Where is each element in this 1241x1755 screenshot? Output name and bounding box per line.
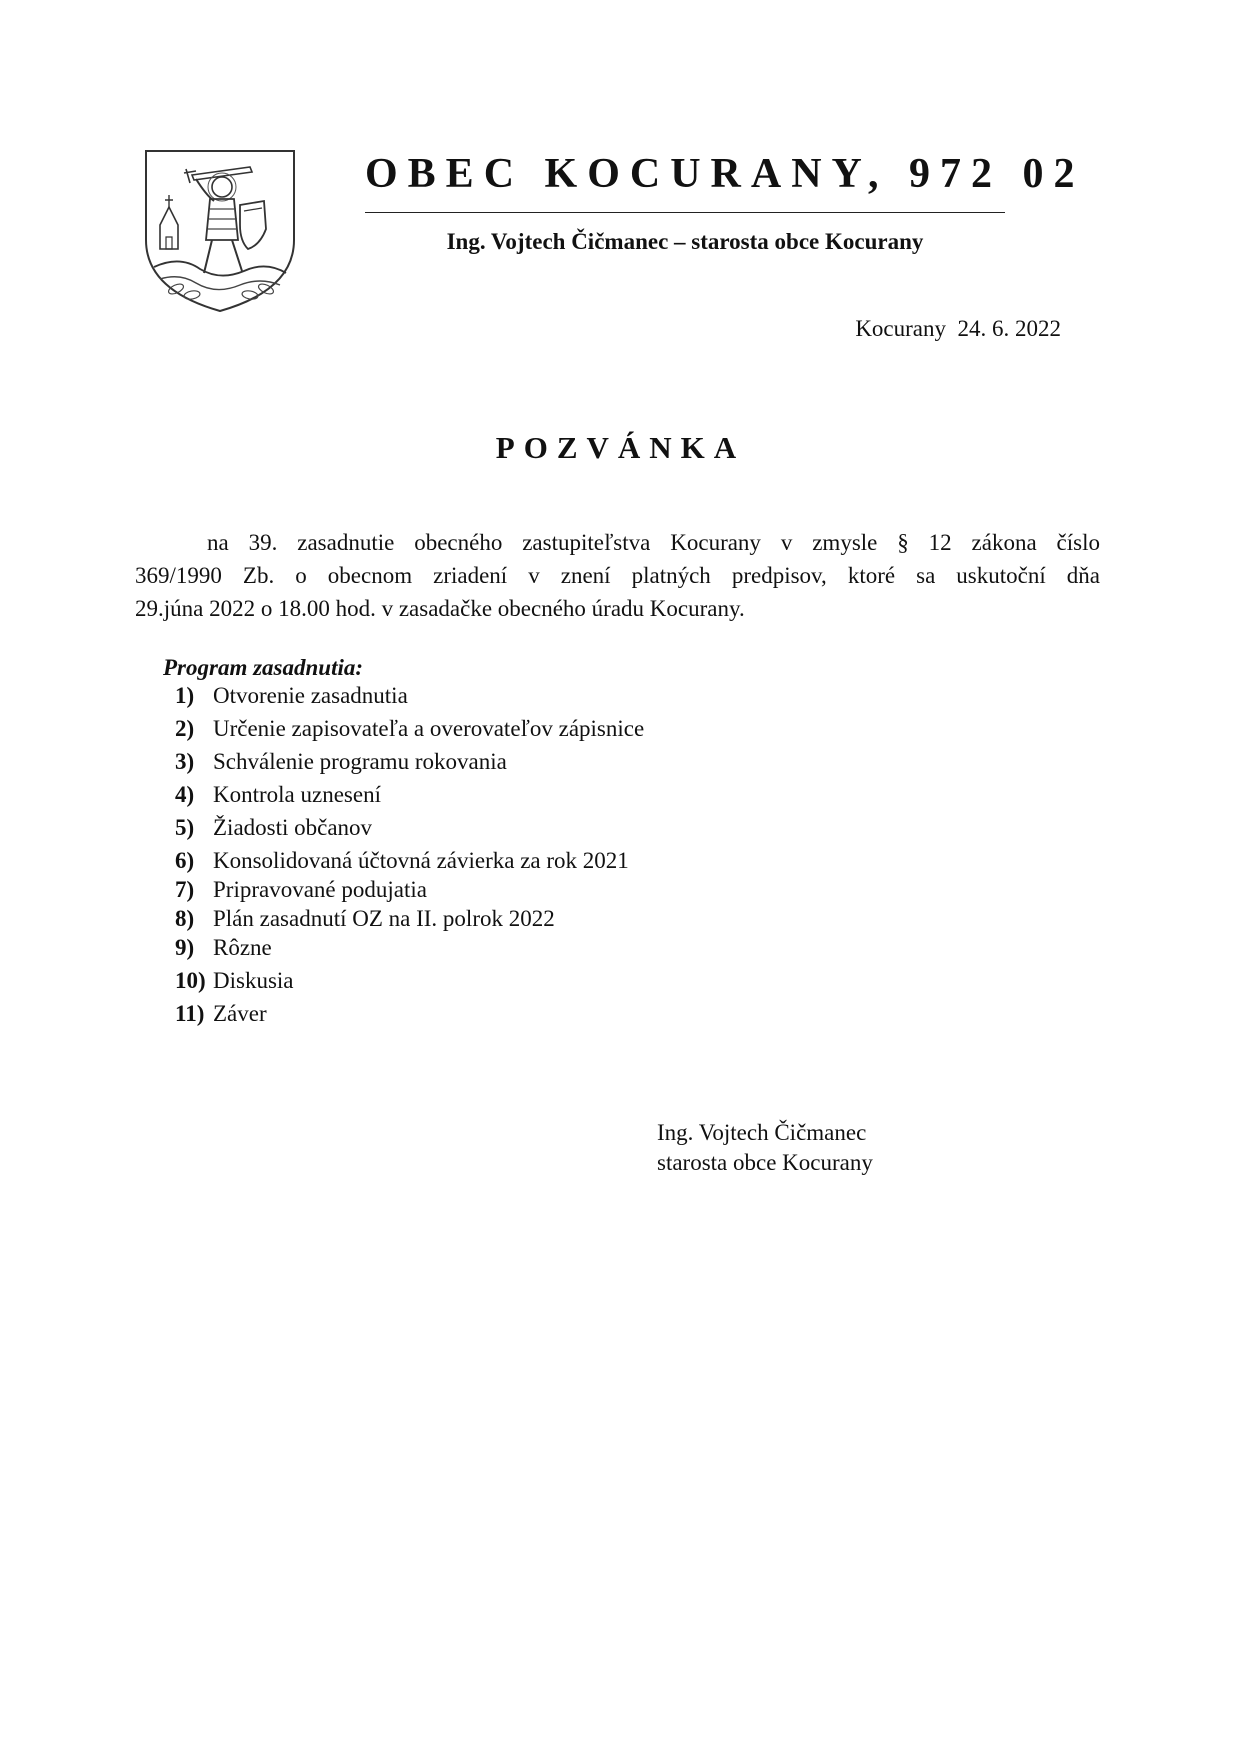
- item-number: 5): [175, 815, 195, 840]
- header-divider: [365, 212, 1005, 213]
- signature-name: Ing. Vojtech Čičmanec: [657, 1120, 867, 1145]
- intro-line: 29.júna 2022 o 18.00 hod. v zasadačke obecného úradu Kocurany.: [135, 596, 745, 621]
- item-number: 10): [175, 968, 206, 993]
- item-text: Záver: [213, 1001, 267, 1026]
- item-text: Plán zasadnutí OZ na II. polrok 2022: [213, 906, 555, 931]
- item-number: 9): [175, 935, 195, 960]
- item-text: Diskusia: [213, 968, 294, 993]
- item-text: Určenie zapisovateľa a overovateľov zápisnice: [213, 716, 645, 741]
- date-line: Kocurany 24. 6. 2022: [855, 316, 1061, 341]
- intro-line: 369/1990 Zb. o obecnom zriadení v znení platných predpisov, ktoré sa uskutoční dňa: [135, 563, 1100, 588]
- document-title: POZVÁNKA: [495, 430, 746, 465]
- item-number: 11): [175, 1001, 205, 1026]
- program-heading: Program zasadnutia:: [163, 655, 364, 680]
- item-number: 3): [175, 749, 195, 774]
- item-number: 4): [175, 782, 195, 807]
- municipality-title: OBEC KOCURANY, 972 02: [365, 151, 1085, 197]
- item-text: Rôzne: [213, 935, 272, 960]
- item-number: 7): [175, 877, 195, 902]
- program-item: [175, 683, 408, 709]
- program-item: [175, 935, 272, 961]
- program-item: [175, 815, 372, 841]
- signature-block: [657, 1118, 873, 1178]
- item-text: Schválenie programu rokovania: [213, 749, 507, 774]
- item-text: Pripravované podujatia: [213, 877, 427, 902]
- program-item: [175, 716, 644, 742]
- coat-of-arms-icon: [140, 145, 300, 315]
- item-number: 2): [175, 716, 195, 741]
- item-text: Konsolidovaná účtovná závierka za rok 2021: [213, 848, 629, 873]
- program-item: [175, 848, 629, 874]
- signature-role: starosta obce Kocurany: [657, 1150, 873, 1175]
- item-number: 8): [175, 906, 195, 931]
- invitation-paragraph: [135, 526, 1100, 625]
- item-number: 6): [175, 848, 195, 873]
- program-item: [175, 968, 294, 994]
- program-item: [175, 1001, 267, 1027]
- program-item: [175, 906, 555, 932]
- intro-line: na 39. zasadnutie obecného zastupiteľstva Kocurany v zmysle § 12 zákona číslo: [207, 530, 1100, 555]
- item-text: Otvorenie zasadnutia: [213, 683, 408, 708]
- program-item: [175, 749, 507, 775]
- item-text: Kontrola uznesení: [213, 782, 381, 807]
- item-number: 1): [175, 683, 195, 708]
- mayor-subtitle: Ing. Vojtech Čičmanec – starosta obce Kocurany: [446, 229, 924, 254]
- program-item: [175, 782, 381, 808]
- item-text: Žiadosti občanov: [213, 815, 373, 840]
- program-item: [175, 877, 427, 903]
